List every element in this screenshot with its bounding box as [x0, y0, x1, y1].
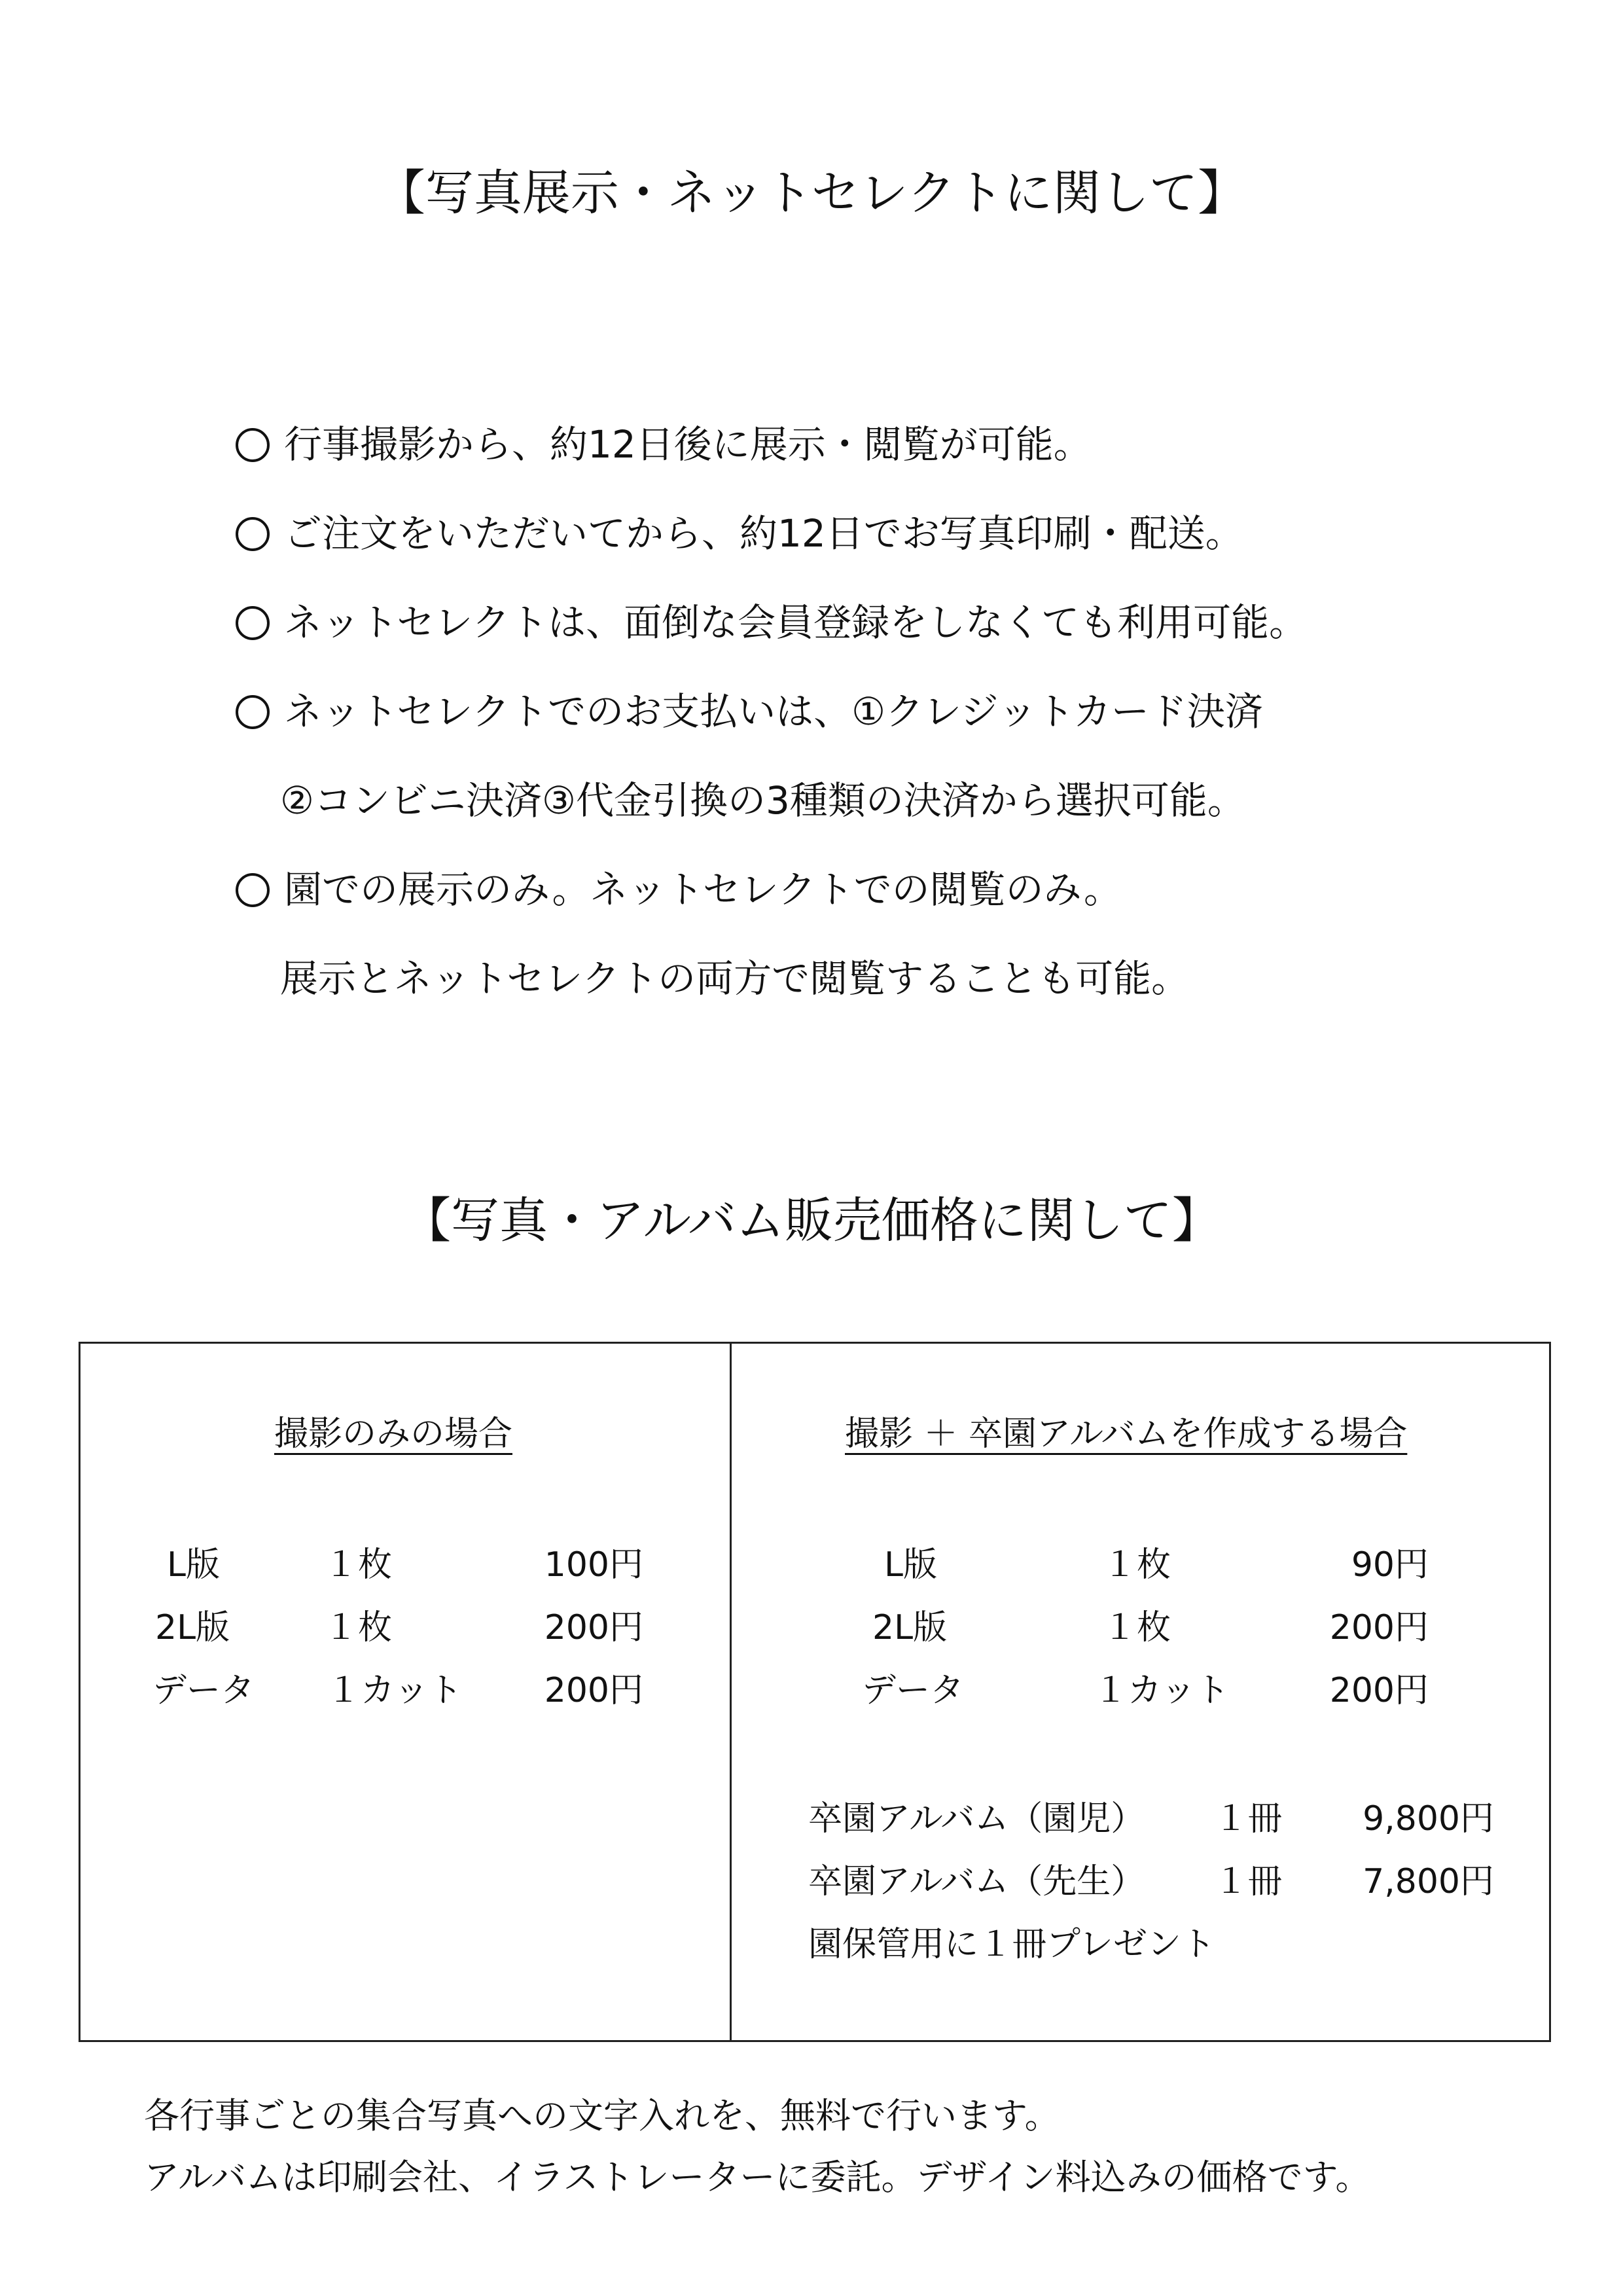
price-amount: 90円: [1351, 1545, 1429, 1585]
album-price: 9,800円: [1363, 1799, 1494, 1839]
album-note: 園保管用に１冊プレゼント: [808, 1925, 1215, 1964]
exhibition-notes: [236, 422, 1308, 1049]
price-qty: １カット: [1094, 1671, 1230, 1710]
album-item: 卒園アルバム（園児）: [808, 1799, 1145, 1839]
price-amount: 200円: [1329, 1608, 1429, 1647]
album-qty: １冊: [1214, 1799, 1283, 1839]
price-item: L版: [167, 1545, 220, 1585]
price-qty: １枚: [1103, 1608, 1171, 1647]
note-item: [236, 867, 1307, 960]
price-item: 2L版: [872, 1608, 948, 1647]
price-qty: １枚: [324, 1545, 393, 1585]
footer-line: アルバムは印刷会社、イラストレーターに委託。デザイン料込みの価格です。: [144, 2157, 1371, 2198]
price-amount: 200円: [544, 1671, 643, 1710]
section-title-pricing: 【写真・アルバム販売価格に関して】: [402, 1193, 1221, 1249]
price-qty: １枚: [324, 1608, 393, 1647]
note-item: [236, 511, 1307, 603]
album-price: 7,800円: [1363, 1862, 1494, 1901]
circle-bullet-icon: [236, 695, 270, 729]
price-table: [79, 1342, 1551, 2042]
price-qty: １カット: [327, 1671, 463, 1710]
price-item: データ: [862, 1671, 965, 1710]
circle-bullet-icon: [236, 428, 270, 462]
note-item: [236, 422, 1307, 514]
note-text: ネットセレクトは、面倒な会員登録をしなくても利用可能。: [284, 600, 1308, 645]
note-text: 園での展示のみ。ネットセレクトでの閲覧のみ。: [284, 867, 1122, 912]
note-text: ネットセレクトでのお支払いは、①クレジットカード決済: [284, 689, 1263, 734]
circle-bullet-icon: [236, 517, 270, 551]
note-item: [236, 689, 1307, 781]
footer-notes: [144, 2095, 1371, 2221]
note-continuation: [236, 778, 1307, 870]
price-item: L版: [884, 1545, 937, 1585]
album-qty: １冊: [1214, 1862, 1283, 1901]
note-item: [236, 600, 1308, 692]
left-column-title: 撮影のみの場合: [274, 1414, 513, 1454]
note-continuation: [236, 956, 1307, 1049]
note-text: ご注文をいただいてから、約12日でお写真印刷・配送。: [284, 511, 1243, 556]
right-column-title: 撮影 ＋ 卒園アルバムを作成する場合: [845, 1414, 1408, 1454]
price-amount: 200円: [1329, 1671, 1429, 1710]
footer-line: 各行事ごとの集合写真への文字入れを、無料で行います。: [144, 2095, 1060, 2136]
note-text: 行事撮影から、約12日後に展示・閲覧が可能。: [284, 422, 1092, 467]
price-amount: 100円: [544, 1545, 643, 1585]
price-item: データ: [152, 1671, 255, 1710]
note-text: 展示とネットセレクトの両方で閲覧することも可能。: [280, 956, 1190, 1001]
column-divider: [730, 1344, 732, 2040]
circle-bullet-icon: [236, 606, 270, 640]
album-item: 卒園アルバム（先生）: [808, 1862, 1145, 1901]
note-text: ②コンビニ決済③代金引換の3種類の決済から選択可能。: [280, 778, 1245, 823]
section-title-exhibition: 【写真展示・ネットセレクトに関して】: [376, 165, 1247, 221]
price-amount: 200円: [544, 1608, 643, 1647]
price-qty: １枚: [1103, 1545, 1171, 1585]
price-item: 2L版: [155, 1608, 230, 1647]
circle-bullet-icon: [236, 873, 270, 907]
